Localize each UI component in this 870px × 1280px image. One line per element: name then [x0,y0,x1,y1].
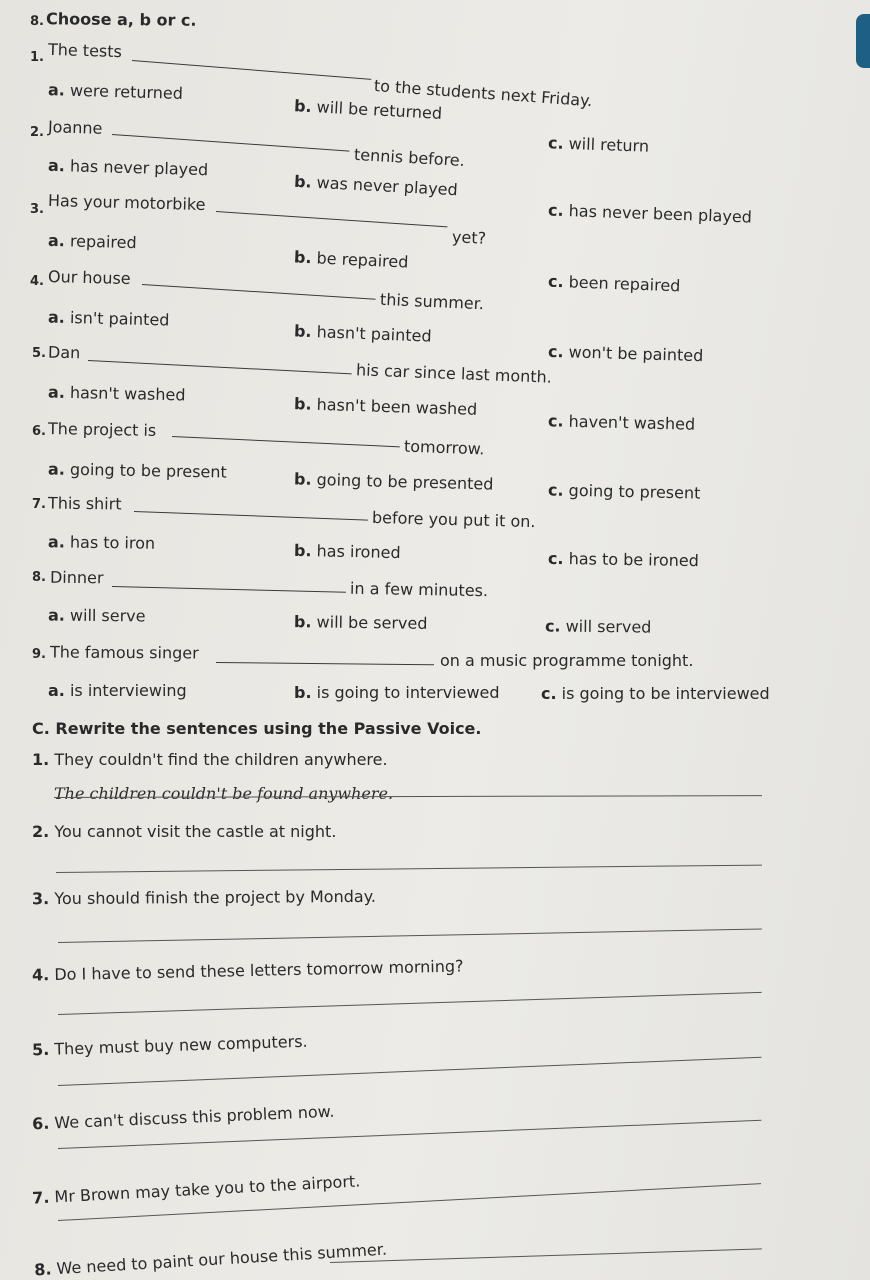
option-a: a. has to iron [47,532,156,553]
page-tab-marker [856,14,870,68]
question-text: to the students next Friday. [373,76,594,111]
answer-line [58,992,762,1015]
rewrite-item: 4. Do I have to send these letters tomorrow morning? [31,956,464,985]
option-b: b. be repaired [293,247,409,272]
answer-line [56,865,762,873]
option-c: c. has never been played [547,200,753,227]
question-text: tomorrow. [403,436,485,459]
written-answer: The children couldn't be found anywhere. [54,784,394,803]
rewrite-item: 2. You cannot visit the castle at night. [32,822,337,841]
option-a: a. going to be present [47,459,227,482]
option-c: c. has to be ironed [547,548,699,571]
option-b: b. will be returned [293,96,443,123]
question-text: Joanne [47,117,103,138]
answer-blank [172,436,400,447]
question-text: his car since last month. [355,360,553,387]
question-text: Dinner [49,567,104,588]
question-text: The project is [47,419,157,440]
question-number: 1. [30,50,44,65]
option-a: a. will serve [47,605,146,626]
question-text: This shirt [47,493,122,514]
option-a: a. is interviewing [48,681,187,700]
option-c: c. is going to be interviewed [541,684,770,703]
question-number: 4. [30,274,44,289]
question-number: 3. [30,202,44,217]
question-text: The famous singer [49,642,199,663]
question-text: Has your motorbike [47,190,206,215]
section-c-heading: C. Rewrite the sentences using the Passive Voice. [32,719,482,738]
answer-line [58,1057,761,1086]
question-text: tennis before. [353,144,466,171]
question-number: 5. [32,346,46,361]
answer-blank [216,662,434,665]
answer-blank [112,134,349,152]
section-heading: Choose a, b or c. [45,9,197,30]
question-text: on a music programme tonight. [440,651,694,670]
option-a: a. hasn't washed [47,382,186,405]
option-b: b. will be served [293,612,428,633]
option-c: c. been repaired [547,271,681,296]
option-c: c. will return [547,133,650,156]
option-b: b. hasn't been washed [293,394,478,419]
answer-blank [88,360,352,374]
rewrite-item: 1. They couldn't find the children anywhere. [32,750,388,769]
question-text: yet? [451,227,487,248]
question-number: 7. [32,497,46,512]
question-text: in a few minutes. [349,578,489,601]
answer-blank [132,60,371,80]
rewrite-item: 8. We need to paint our house this summer. [33,1239,388,1280]
option-c: c. going to present [547,480,701,503]
question-number: 2. [30,125,44,140]
rewrite-item: 5. They must buy new computers. [31,1031,308,1060]
answer-blank [112,586,346,593]
option-a: a. repaired [47,230,137,253]
answer-blank [216,211,448,227]
answer-line [330,1248,762,1263]
option-a: a. isn't painted [47,307,170,330]
question-number: 9. [32,647,46,662]
rewrite-item: 3. You should finish the project by Monday. [31,886,376,909]
rewrite-item: 6. We can't discuss this problem now. [31,1101,335,1134]
option-b: b. hasn't painted [293,321,432,346]
option-b: b. is going to interviewed [294,683,500,702]
option-a: a. has never played [47,155,209,180]
answer-blank [134,511,368,521]
section-number: 8. [29,13,45,30]
question-number: 6. [32,424,46,439]
rewrite-item: 7. Mr Brown may take you to the airport. [31,1171,361,1208]
option-c: c. won't be painted [547,341,704,366]
option-c: c. will served [544,616,652,637]
answer-line [58,928,762,943]
question-text: before you put it on. [371,507,536,532]
question-text: The tests [47,39,123,62]
option-b: b. was never played [293,171,459,200]
option-b: b. going to be presented [293,469,494,494]
option-a: a. were returned [47,80,184,103]
option-c: c. haven't washed [547,411,696,434]
answer-blank [142,284,376,300]
question-number: 8. [32,570,46,585]
option-b: b. has ironed [293,540,401,563]
question-text: Our house [47,266,131,289]
question-text: Dan [47,342,81,363]
question-text: this summer. [379,289,485,314]
